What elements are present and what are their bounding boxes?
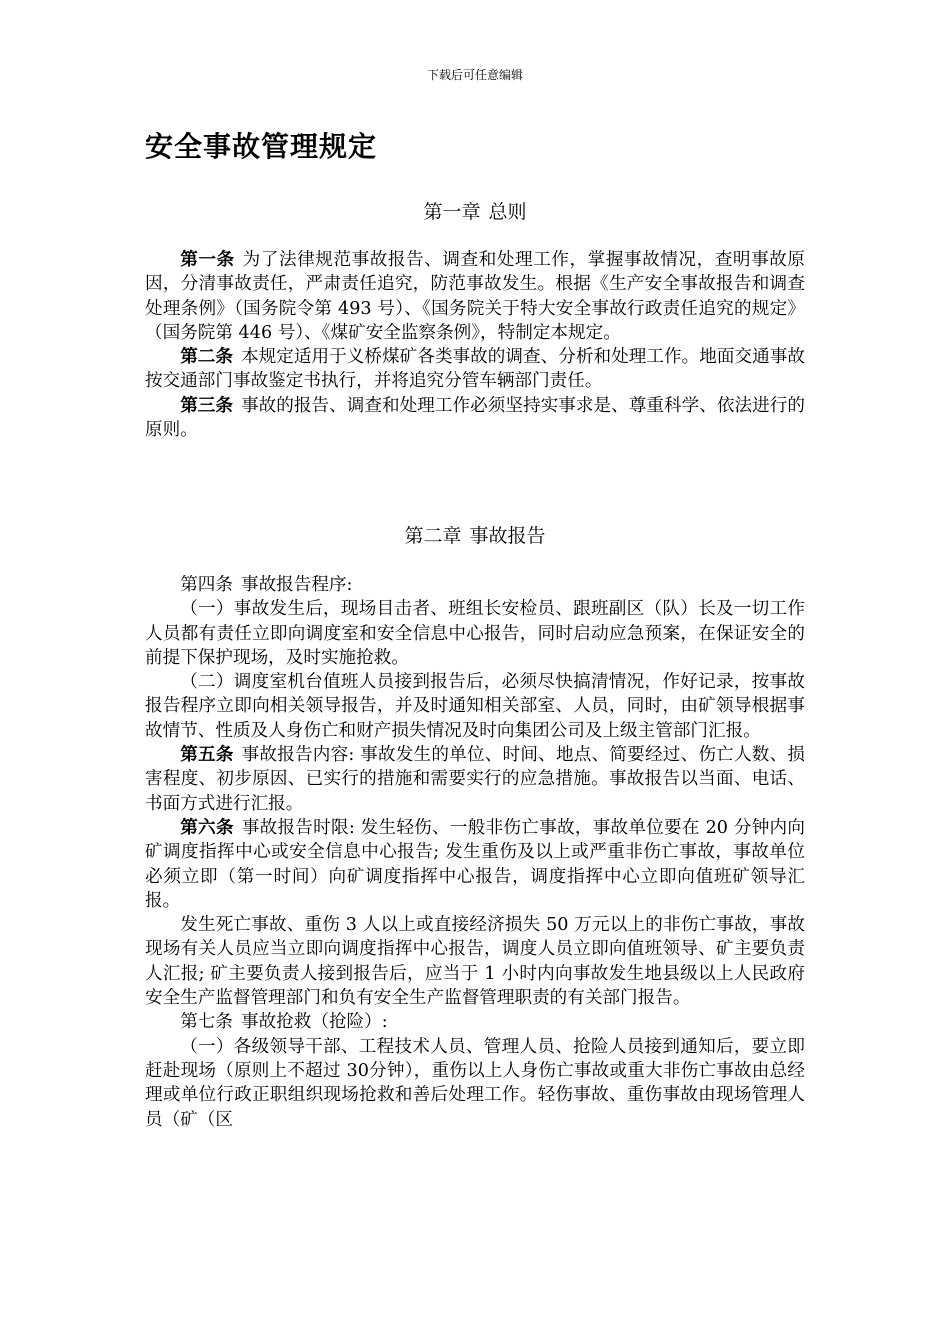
chapter-number: 第二章 [404, 525, 462, 547]
article-text: 事故的报告、调查和处理工作必须坚持实事求是、尊重科学、依法进行的原则。 [145, 395, 805, 441]
article-number: 第二条 [180, 347, 234, 368]
clause-paragraph [145, 913, 805, 1010]
article-text: 事故抢救（抢险）: [240, 1012, 388, 1033]
chapter-number: 第一章 [423, 201, 481, 223]
article-paragraph [145, 816, 805, 913]
clause-text: （一）各级领导干部、工程技术人员、管理人员、抢险人员接到通知后，要立即赶赴现场（原则上不超过 30分钟），重伤以上人身伤亡事故或重大非伤亡事故由总经理或单位行政正职组织现场抢救和善后处理工作。轻伤事故、重伤事故由现场管理人员（矿（区 [145, 1036, 805, 1130]
clause-paragraph [145, 670, 805, 743]
article-paragraph [145, 1010, 805, 1034]
article-number: 第五条 [180, 745, 234, 766]
clause-text: （一）事故发生后，现场目击者、班组长安检员、跟班副区（队）长及一切工作人员都有责任立即向调度室和安全信息中心报告，同时启动应急预案，在保证安全的前提下保护现场，及时实施抢救。 [145, 599, 805, 668]
article-text: 本规定适用于义桥煤矿各类事故的调查、分析和处理工作。地面交通事故按交通部门事故鉴定书执行，并将追究分管车辆部门责任。 [145, 347, 805, 392]
article-paragraph [145, 248, 805, 345]
clause-paragraph [145, 1035, 805, 1132]
clause-text: 发生死亡事故、重伤 3 人以上或直接经济损失 50 万元以上的非伤亡事故，事故现场有关人员应当立即向调度指挥中心报告，调度人员立即向值班领导、矿主要负责人汇报; 矿主要负责人接到报告后，应当于 1 小时内向事故发生地县级以上人民政府安全生产监督管理部门和负有安全生产监督管理职责的有关部门报告。 [145, 915, 805, 1009]
article-text: 为了法律规范事故报告、调查和处理工作，掌握事故情况，查明事故原因，分清事故责任，严肃责任追究，防范事故发生。根据《生产安全事故报告和调查处理条例》（国务院令第 493 号）、《国务院关于特大安全事故行政责任追究的规定》（国务院第 446 号）、《煤矿安全监察条例》，特制定本规定。 [145, 250, 805, 343]
article-paragraph [145, 743, 805, 816]
chapter-name: 事故报告 [469, 525, 546, 547]
article-paragraph [145, 345, 805, 394]
article-text: 事故报告内容: 事故发生的单位、时间、地点、简要经过、伤亡人数、损害程度、初步原因、已实行的措施和需要实行的应急措施。事故报告以当面、电话、书面方式进行汇报。 [145, 745, 805, 814]
article-paragraph [145, 394, 805, 443]
chapter-name: 总则 [488, 201, 527, 223]
article-number: 第四条 [180, 575, 233, 595]
article-number: 第一条 [180, 250, 235, 270]
article-text: 事故报告程序: [240, 575, 353, 595]
chapter-heading-2 [0, 524, 950, 548]
document-title: 安全事故管理规定 [145, 130, 378, 163]
article-paragraph [145, 573, 805, 597]
article-number: 第六条 [180, 817, 234, 838]
chapter-2-body [145, 573, 805, 1132]
chapter-1-body [145, 248, 805, 442]
article-number: 第三条 [180, 395, 234, 416]
header-note: 下载后可任意编辑 [426, 68, 523, 82]
article-text: 事故报告时限: 发生轻伤、一般非伤亡事故，事故单位要在 20 分钟内向矿调度指挥中心或安全信息中心报告; 发生重伤及以上或严重非伤亡事故，事故单位必须立即（第一时间）向矿调度指挥中心报告，调度指挥中心立即向值班矿领导汇报。 [145, 817, 805, 911]
clause-paragraph [145, 597, 805, 670]
article-number: 第七条 [180, 1012, 233, 1033]
chapter-heading-1 [0, 200, 950, 224]
clause-text: （二）调度室机台值班人员接到报告后，必须尽快搞清情况，作好记录，按事故报告程序立即向相关领导报告，并及时通知相关部室、人员，同时，由矿领导根据事故情节、性质及人身伤亡和财产损失情况及时向集团公司及上级主管部门汇报。 [145, 672, 805, 741]
